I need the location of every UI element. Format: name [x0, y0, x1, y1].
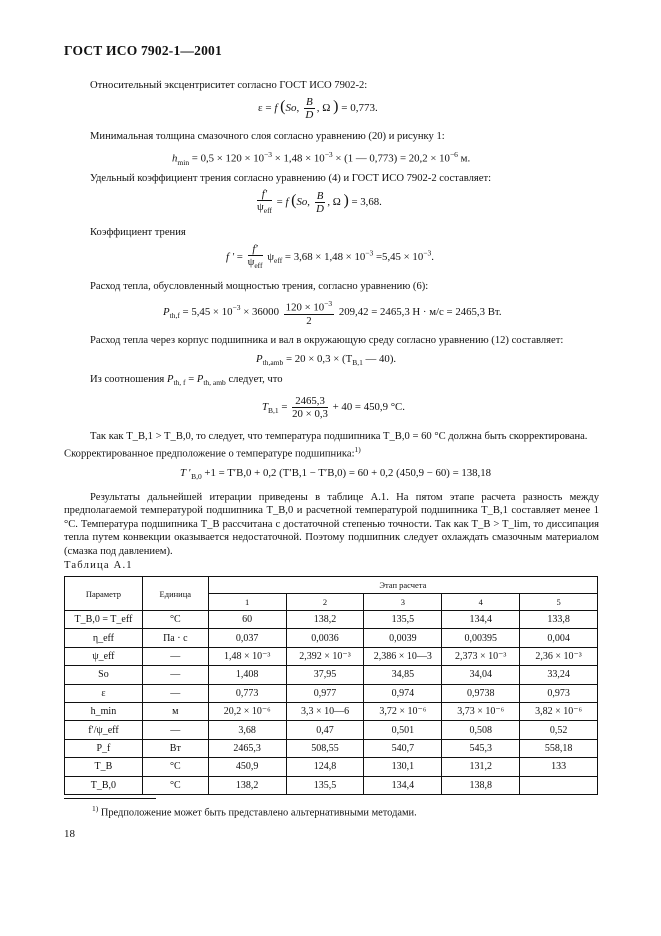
table-cell-value: 37,95: [286, 666, 364, 684]
table-cell-value: 0,501: [364, 721, 442, 739]
equation-eccentricity: ε = f (So, $\frac{B}{D}$ , Ω ) = 0,773.: [258, 96, 378, 121]
table-cell-unit: °C: [142, 758, 208, 776]
table-cell-value: 134,4: [364, 776, 442, 794]
table-cell-value: 545,3: [442, 739, 520, 757]
equation-pf: $P_{th,f} = 5,45 \times 10^{-3} \times 36000$ $\frac{120 \times 10^{-3}}{2}$ 209,42 = 2465,3 Н · м/с = 2465,3 Вт.: [163, 299, 502, 327]
table-cell-value: 0,974: [364, 684, 442, 702]
table-cell-value: 540,7: [364, 739, 442, 757]
table-cell-value: 2465,3: [208, 739, 286, 757]
table-cell-unit: °C: [142, 776, 208, 794]
table-row: [65, 647, 598, 665]
table-cell-unit: Па · с: [142, 629, 208, 647]
equation-pamb: $P_{th,amb} = 20 \times 0,3 \times (T_{B,1}$ — 40).: [256, 353, 397, 368]
paragraph-results: Результаты дальнейшей итерации приведены в таблице А.1. На пятом этапе расчета разность между предполагаемой температурой подшипника T_B,0 и расчетной температурой подшипника T_B,1 составляет менее 1 °C. Температура подшипника T_B рассчитана с достаточной степенью точности. Так как T_B > T_lim, то диссипация тепла путем конвекции оказывается недостаточной. Поэтому подшипник следует охлаждать смазочным материалом (смазка под давлением).: [64, 492, 599, 557]
table-stage-numbers: 1 2 3 4 5: [65, 594, 598, 611]
table-row: [65, 702, 598, 720]
table-header-unit: Единица: [142, 577, 208, 611]
paragraph-heat-ambient: Расход тепла через корпус подшипника и вал в окружающую среду согласно уравнению (12) составляет:: [90, 335, 564, 346]
table-cell-param: T_B: [65, 758, 143, 776]
table-row: [65, 758, 598, 776]
equation-hmin: $h_{min} = 0,5 \times 120 \times 10^{-3} \times 1,48 \times 10^{-3} \times (1$ — $0,773) = 20,2 \times 10^{-6}$ м.: [172, 150, 471, 167]
table-cell-unit: —: [142, 684, 208, 702]
footnote-divider: [64, 798, 156, 799]
paragraph-eccentricity: Относительный эксцентриситет согласно ГОСТ ИСО 7902-2:: [90, 80, 368, 91]
table-cell-value: 0,47: [286, 721, 364, 739]
table-cell-value: 0,52: [520, 721, 598, 739]
table-row: [65, 684, 598, 702]
table-cell-value: 135,5: [286, 776, 364, 794]
table-cell-param: So: [65, 666, 143, 684]
table-cell-value: 508,55: [286, 739, 364, 757]
table-cell-value: 124,8: [286, 758, 364, 776]
results-table: [64, 576, 598, 795]
table-cell-value: 0,004: [520, 629, 598, 647]
table-header-param: Параметр: [65, 577, 143, 611]
table-cell-value: 138,2: [208, 776, 286, 794]
table-cell-param: f′/ψ_eff: [65, 721, 143, 739]
table-cell-value: 2,392 × 10⁻³: [286, 647, 364, 665]
table-cell-value: 0,0039: [364, 629, 442, 647]
table-caption: Таблица А.1: [64, 560, 133, 571]
running-header: ГОСТ ИСО 7902-1—2001: [64, 43, 222, 58]
table-header-stage: Этап расчета: [208, 577, 597, 594]
table-cell-value: 138,8: [442, 776, 520, 794]
table-cell-value: 2,373 × 10⁻³: [442, 647, 520, 665]
table-cell-unit: —: [142, 721, 208, 739]
table-cell-value: 131,2: [442, 758, 520, 776]
table-cell-value: 3,73 × 10⁻⁶: [442, 702, 520, 720]
table-cell-value: 135,5: [364, 611, 442, 629]
table-cell-value: 60: [208, 611, 286, 629]
table-cell-param: h_min: [65, 702, 143, 720]
table-cell-unit: —: [142, 647, 208, 665]
table-cell-value: 3,3 × 10—6: [286, 702, 364, 720]
paragraph-min-thickness: Минимальная толщина смазочного слоя согласно уравнению (20) и рисунку 1:: [90, 131, 445, 142]
table-cell-value: 3,72 × 10⁻⁶: [364, 702, 442, 720]
table-cell-value: 0,9738: [442, 684, 520, 702]
equation-tb1: $T_{B,1}$ = $\frac{2465,3}{20 \times 0,3}$ + 40 = 450,9 °C.: [262, 395, 405, 420]
table-cell-value: 1,48 × 10⁻³: [208, 647, 286, 665]
table-cell-value: 130,1: [364, 758, 442, 776]
table-cell-value: 1,408: [208, 666, 286, 684]
table-row: [65, 739, 598, 757]
footnote: $^{1)}$ Предположение может быть представлено альтернативными методами.: [92, 804, 417, 819]
table-cell-param: ε: [65, 684, 143, 702]
table-cell-value: 0,00395: [442, 629, 520, 647]
table-cell-unit: °C: [142, 611, 208, 629]
table-cell-unit: —: [142, 666, 208, 684]
page-number: 18: [64, 828, 75, 840]
table-row: [65, 721, 598, 739]
table-cell-param: T_B,0 = T_eff: [65, 611, 143, 629]
table-row: [65, 629, 598, 647]
table-row: [65, 776, 598, 794]
table-row: [65, 611, 598, 629]
table-cell-value: 133,8: [520, 611, 598, 629]
table-cell-unit: м: [142, 702, 208, 720]
table-row: [65, 666, 598, 684]
paragraph-friction-coef: Коэффициент трения: [90, 227, 186, 238]
equation-friction-ratio: $\frac{f'}{\psi_{eff}}$ = f (So, $\frac{B}{D}$ , Ω ) = 3,68.: [257, 188, 382, 216]
paragraph-heat-friction: Расход тепла, обусловленный мощностью трения, согласно уравнению (6):: [90, 281, 429, 292]
table-cell-value: 450,9: [208, 758, 286, 776]
table-cell-value: 33,24: [520, 666, 598, 684]
table-cell-value: 2,36 × 10⁻³: [520, 647, 598, 665]
table-cell-value: 0,973: [520, 684, 598, 702]
table-cell-value: 134,4: [442, 611, 520, 629]
table-cell-value: 3,82 × 10⁻⁶: [520, 702, 598, 720]
table-cell-value: 0,773: [208, 684, 286, 702]
table-cell-value: 0,508: [442, 721, 520, 739]
equation-friction-coef: f ′ = $\frac{f'}{\psi_{eff}}$ $\psi_{eff} = 3,68 \times 1,48 \times 10^{-3} =5,45 \times 10^{-3}$.: [226, 243, 434, 271]
table-cell-value: 558,18: [520, 739, 598, 757]
equation-correction: T $'_{B,0} +1 = T'B,0 + 0,2$ (T′B,1 − T′B,0) = 60 + 0,2 (450,9 − 60) = 138,18: [180, 467, 492, 482]
table-cell-value: 2,386 × 10—3: [364, 647, 442, 665]
table-cell-param: ψ_eff: [65, 647, 143, 665]
table-cell-value: [520, 776, 598, 794]
paragraph-relation: Из соотношения $P_{th, f} = P_{th, amb}$ следует, что: [90, 374, 283, 388]
table-cell-value: 0,977: [286, 684, 364, 702]
table-cell-value: 20,2 × 10⁻⁶: [208, 702, 286, 720]
eccentricity-value: 0,773: [350, 102, 375, 115]
paragraph-corrected-assumption: Скорректированное предположение о температуре подшипника:$^{1)}$: [64, 445, 361, 460]
table-cell-value: 133: [520, 758, 598, 776]
table-cell-unit: Вт: [142, 739, 208, 757]
table-cell-param: T_B,0: [65, 776, 143, 794]
table-cell-value: 34,85: [364, 666, 442, 684]
paragraph-specific-friction: Удельный коэффициент трения согласно уравнению (4) и ГОСТ ИСО 7902-2 составляет:: [90, 173, 492, 184]
table-cell-value: 0,037: [208, 629, 286, 647]
table-cell-value: 138,2: [286, 611, 364, 629]
table-cell-param: P_f: [65, 739, 143, 757]
table-cell-param: η_eff: [65, 629, 143, 647]
table-cell-value: 0,0036: [286, 629, 364, 647]
table-cell-value: 3,68: [208, 721, 286, 739]
paragraph-correction: Так как T_B,1 > T_B,0, то следует, что температура подшипника T_B,0 = 60 °C должна быть скорректирована.: [90, 431, 588, 442]
table-cell-value: 34,04: [442, 666, 520, 684]
